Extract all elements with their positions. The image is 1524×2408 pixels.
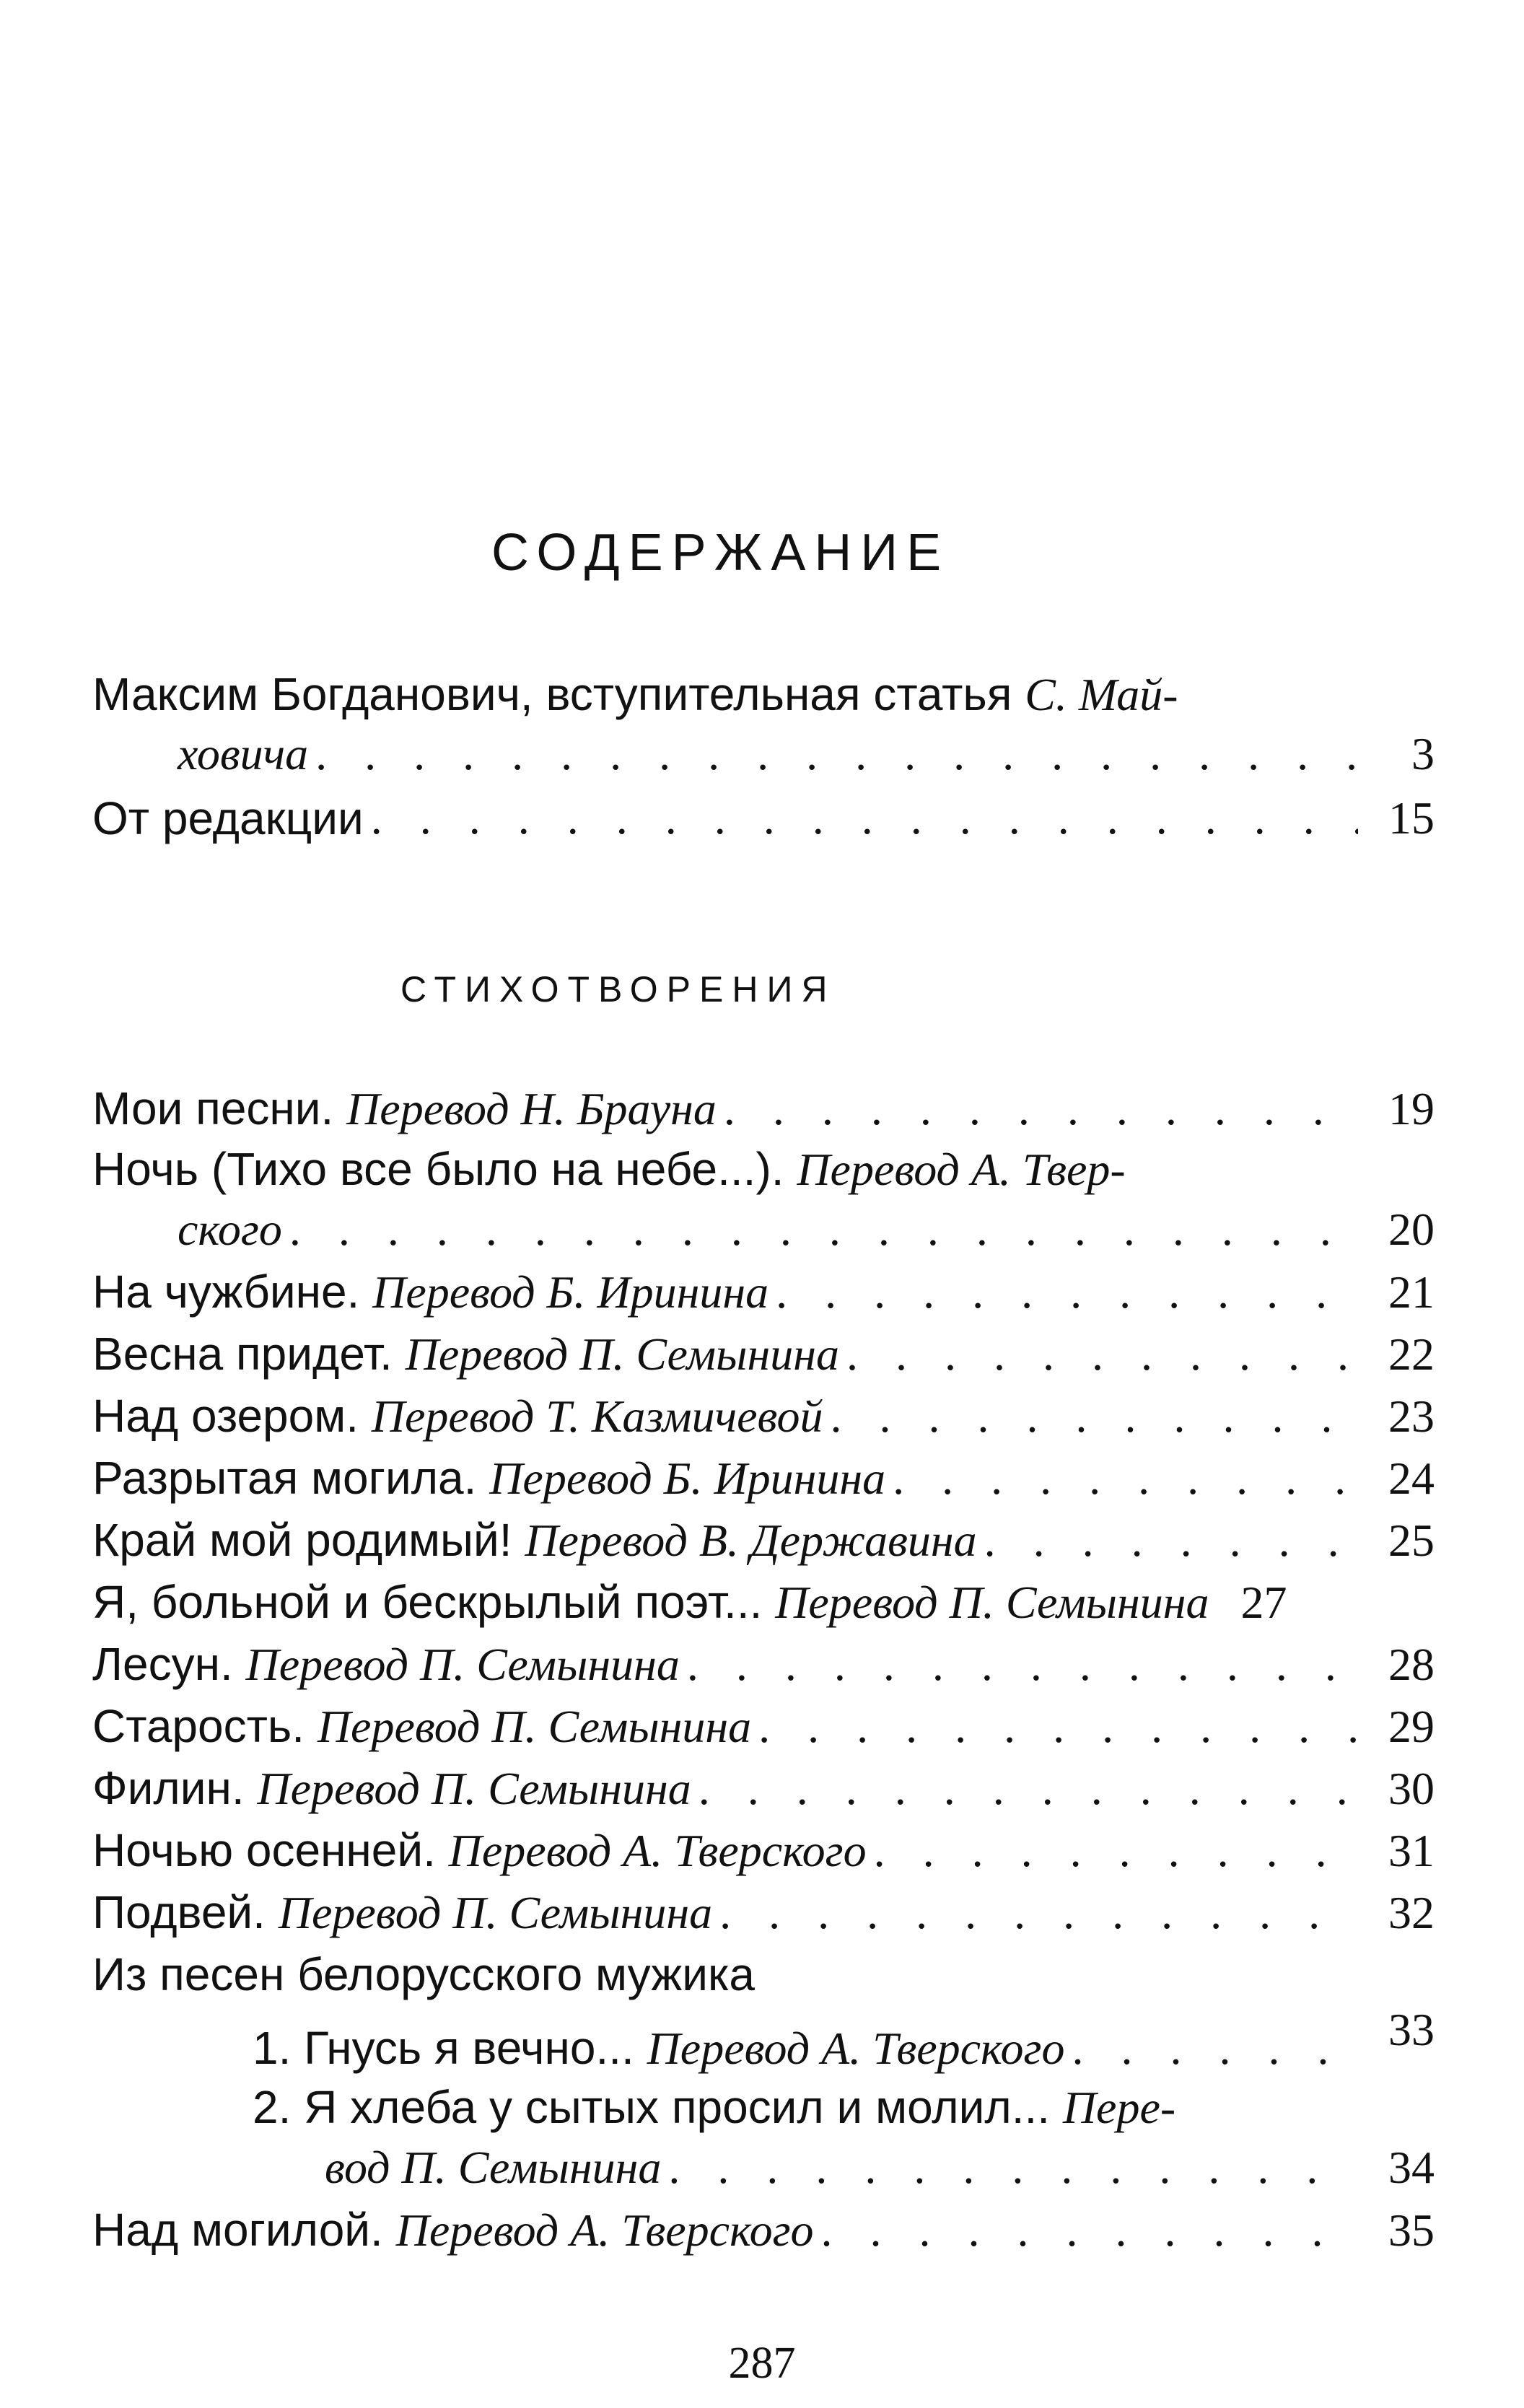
toc-author: Перевод П. Семынина bbox=[775, 1577, 1209, 1628]
toc-author: Перевод П. Семынина bbox=[245, 1639, 680, 1690]
toc-entry bbox=[92, 1510, 1435, 1571]
toc-title: Ночью осенней. bbox=[92, 1824, 449, 1876]
page-number: 20 bbox=[1388, 1204, 1435, 1255]
cycle-title-text: Из песен белорусского мужика bbox=[92, 1948, 755, 2000]
toc-author: Перевод Т. Казмичевой bbox=[371, 1391, 823, 1442]
page-number: 25 bbox=[1388, 1515, 1435, 1566]
toc-author: Перевод П. Семынина bbox=[278, 1887, 713, 1938]
leader-dots bbox=[1072, 2018, 1359, 2079]
leader-dots bbox=[668, 2137, 1358, 2198]
toc-title: Весна придет. bbox=[92, 1328, 406, 1380]
toc-author: Перевод П. Семынина bbox=[257, 1763, 691, 1814]
page-number: 30 bbox=[1388, 1763, 1435, 1814]
leader-dots bbox=[874, 1821, 1358, 1881]
leader-dots bbox=[719, 1883, 1358, 1943]
leader-dots bbox=[846, 1324, 1358, 1385]
toc-author: Перевод П. Семынина bbox=[317, 1701, 752, 1752]
page-number: 3 bbox=[1411, 728, 1435, 779]
toc-title: Лесун. bbox=[92, 1638, 246, 1690]
page-number: 24 bbox=[1388, 1453, 1435, 1504]
toc-entry-editorial bbox=[92, 788, 1435, 849]
toc-author: Перевод А. Тверского bbox=[448, 1825, 867, 1876]
toc-entry bbox=[92, 1323, 1435, 1385]
toc-title: Край мой родимый! bbox=[92, 1514, 525, 1566]
page-number: 23 bbox=[1388, 1391, 1435, 1442]
contents-heading: СОДЕРЖАНИЕ bbox=[491, 524, 950, 582]
toc-title: Ночь (Тихо все было на небе...). bbox=[92, 1143, 797, 1195]
leader-dots bbox=[758, 1696, 1358, 1757]
page-number: 31 bbox=[1388, 1825, 1435, 1876]
toc-entry bbox=[92, 1572, 1435, 1633]
leader-dots bbox=[724, 1079, 1358, 1139]
toc-author: Перевод Н. Брауна bbox=[346, 1083, 717, 1134]
cycle-title bbox=[92, 1944, 755, 2005]
toc-author: Перевод В. Державина bbox=[525, 1515, 977, 1566]
leader-dots bbox=[821, 2200, 1358, 2261]
toc-title: Над могилой. bbox=[92, 2204, 396, 2256]
toc-title: От редакции bbox=[92, 792, 364, 844]
leader-dots bbox=[698, 1759, 1358, 1819]
leader-dots bbox=[776, 1262, 1358, 1323]
cycle-item-2-line2 bbox=[325, 2137, 1435, 2198]
toc-entry bbox=[92, 2199, 1435, 2261]
toc-author: С. Май- bbox=[1025, 669, 1178, 720]
leader-dots bbox=[893, 1448, 1358, 1509]
toc-entry bbox=[92, 1696, 1435, 1757]
toc-entry bbox=[92, 1634, 1435, 1695]
toc-entry-intro-line1 bbox=[92, 664, 1178, 725]
leader-dots bbox=[984, 1510, 1358, 1571]
toc-entry-intro-line2 bbox=[178, 724, 1435, 784]
toc-title: На чужбине. bbox=[92, 1266, 373, 1318]
toc-title: Я, больной и бескрылый поэт... bbox=[92, 1576, 776, 1628]
toc-author-continuation: ховича bbox=[178, 728, 309, 779]
page-number: 19 bbox=[1388, 1083, 1435, 1134]
folio-page-number: 287 bbox=[728, 2339, 796, 2388]
page-number: 33 bbox=[1388, 2004, 1435, 2055]
cycle-item bbox=[253, 2004, 1435, 2079]
page-number: 27 bbox=[1240, 1577, 1287, 1628]
toc-author: Перевод П. Семынина bbox=[405, 1328, 839, 1380]
section-heading: СТИХОТВОРЕНИЯ bbox=[400, 969, 836, 1010]
page-number: 34 bbox=[1388, 2142, 1435, 2193]
toc-entry bbox=[92, 1820, 1435, 1881]
toc-author: Перевод А. Тверского bbox=[647, 2023, 1065, 2074]
cycle-item-2-line1 bbox=[253, 2077, 1175, 2138]
page-number: 29 bbox=[1388, 1701, 1435, 1752]
toc-title: 1. Гнусь я вечно... bbox=[253, 2022, 647, 2074]
toc-entry bbox=[92, 1758, 1435, 1819]
toc-author: Перевод А. Тверского bbox=[395, 2205, 814, 2256]
toc-author: Перевод Б. Иринина bbox=[489, 1453, 886, 1504]
toc-entry bbox=[92, 1078, 1435, 1139]
leader-dots bbox=[289, 1199, 1358, 1260]
toc-entry bbox=[92, 1448, 1435, 1509]
toc-title: Над озером. bbox=[92, 1390, 372, 1442]
page-number: 35 bbox=[1388, 2205, 1435, 2256]
page-number: 32 bbox=[1388, 1887, 1435, 1938]
toc-title: Мои песни. bbox=[92, 1082, 347, 1134]
toc-entry-night-line2 bbox=[178, 1199, 1435, 1260]
toc-entry bbox=[92, 1261, 1435, 1323]
toc-title: Подвей. bbox=[92, 1886, 279, 1938]
page-number: 28 bbox=[1388, 1639, 1435, 1690]
leader-dots bbox=[371, 788, 1358, 849]
leader-dots bbox=[315, 724, 1358, 784]
toc-title: Старость. bbox=[92, 1700, 318, 1752]
toc-title: Филин. bbox=[92, 1762, 258, 1814]
page-number: 21 bbox=[1388, 1266, 1435, 1318]
toc-title: 2. Я хлеба у сытых просил и молил... bbox=[253, 2081, 1063, 2133]
leader-dots bbox=[687, 1634, 1358, 1695]
toc-author-continuation: вод П. Семынина bbox=[325, 2142, 662, 2193]
toc-author-continuation: ского bbox=[178, 1204, 282, 1255]
toc-title: Максим Богданович, вступительная статья bbox=[92, 668, 1025, 720]
toc-author: Перевод А. Твер- bbox=[797, 1144, 1126, 1195]
toc-entry bbox=[92, 1882, 1435, 1943]
toc-author: Перевод Б. Иринина bbox=[372, 1266, 769, 1318]
page-number: 15 bbox=[1388, 792, 1435, 844]
toc-author: Пере- bbox=[1062, 2082, 1176, 2133]
toc-title: Разрытая могила. bbox=[92, 1452, 490, 1504]
toc-entry-night-line1 bbox=[92, 1139, 1126, 1200]
leader-dots bbox=[830, 1386, 1358, 1447]
page-number: 22 bbox=[1388, 1328, 1435, 1380]
toc-entry bbox=[92, 1385, 1435, 1447]
